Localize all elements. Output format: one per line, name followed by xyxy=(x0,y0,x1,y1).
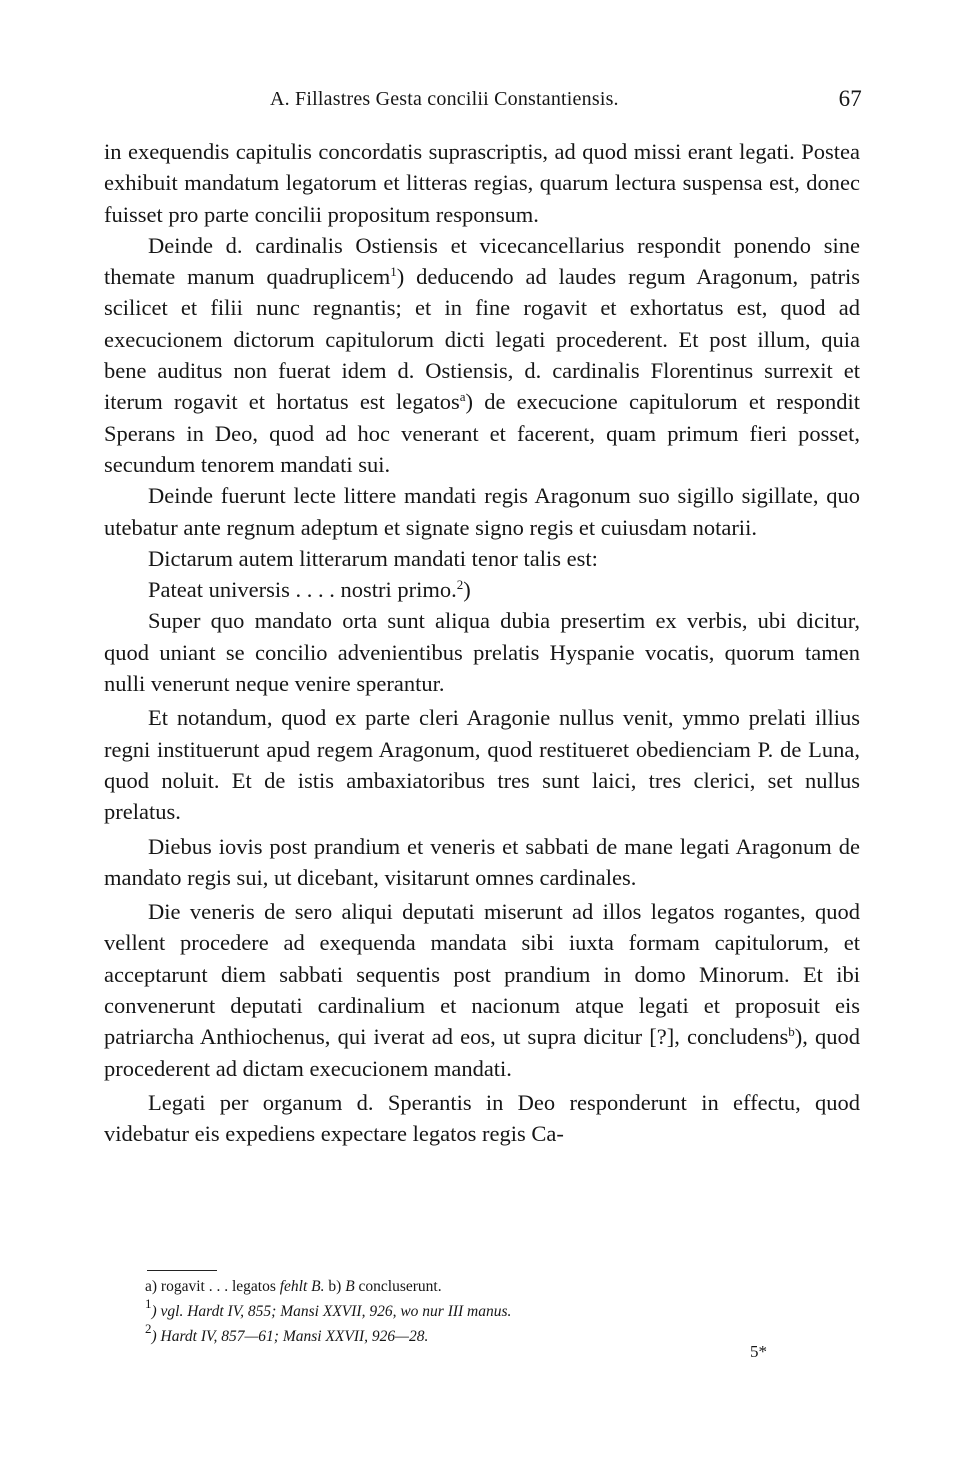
footnote-b-text: b) xyxy=(324,1278,346,1295)
footnote-ref-b: b xyxy=(788,1024,795,1040)
footnote-ref-2: 2 xyxy=(456,577,464,593)
footnote-ref-1: 1 xyxy=(390,264,397,280)
paragraph-2-part-b: ) deducendo ad laudes regum Aragonum, patris scilicet et filii nunc regnantis; et in fine rogavit et exhortatus est, quod ad execucionem dictorum capitulorum dicti legati procederent. Et post illum, quia bene auditus non fuerat idem d. Ostiensis, d. cardinalis Florentinus surrexit et iterum rogavit et hortatus est legatos xyxy=(104,264,860,415)
paragraph-3: Deinde fuerunt lecte littere mandati regis Aragonum suo sigillo sigillate, quo utebatur ante regnum adeptum et signate signo regis et cuiusdam notarii. xyxy=(104,483,860,540)
paragraph-2-part-c: ) de execucione capitulorum et respondit Sperans in Deo, quod ad hoc venerant et facerent, quam primum fieri posset, secundum tenorem mandati sui. xyxy=(104,389,860,477)
footnote-rule xyxy=(147,1270,217,1271)
paragraph-4: Dictarum autem litterarum mandati tenor talis est: xyxy=(148,545,598,571)
paragraph-8: Diebus iovis post prandium et veneris et sabbati de mane legati Aragonum de mandato regis sui, ut dicebant, visitarunt omnes cardinales. xyxy=(104,833,860,890)
footnote-a-text: a) rogavit . . . legatos xyxy=(145,1278,280,1295)
footnote-2-mark: 2 xyxy=(145,1321,152,1336)
running-title: A. Fillastres Gesta concilii Constantiensis. xyxy=(270,88,619,110)
paragraph-5-part-b: ) xyxy=(463,577,471,603)
footnote-a-italic: fehlt B. xyxy=(279,1278,325,1295)
footnote-2 xyxy=(145,1321,845,1349)
paragraph-10: Legati per organum d. Sperantis in Deo responderunt in effectu, quod videbatur eis expediens expectare legatos regis Ca- xyxy=(104,1089,860,1147)
footnotes xyxy=(145,1274,845,1349)
footnote-ref-a: a xyxy=(459,389,466,405)
page-number: 67 xyxy=(838,86,862,111)
paragraph-7: Et notandum, quod ex parte cleri Aragonie nullus venit, ymmo prelati illius regni instituerunt apud regem Aragonum, quod restitueret obedienciam P. de Luna, quod noluit. Et de istis ambaxiatoribus tres sunt laici, tres clerici, set nullus prelatus. xyxy=(104,705,860,825)
signature-mark: 5* xyxy=(750,1342,767,1361)
paragraph-5-part-a: Pateat universis . . . . nostri primo. xyxy=(148,577,457,603)
footnote-b-rest: concluserunt. xyxy=(354,1278,442,1295)
paragraph-6: Super quo mandato orta sunt aliqua dubia presertim ex verbis, ubi dicitur, quod uniant se concilio advenientibus prelatis Hyspanie vocatis, quorum tamen nulli venerunt neque venire sperantur. xyxy=(104,608,860,697)
paragraph-2-part-a: Deinde d. cardinalis Ostiensis et vicecancellarius respondit ponendo sine themate manum quadruplicem xyxy=(104,232,860,290)
paragraph-1: in exequendis capitulis concordatis suprascriptis, ad quod missi erant legati. Postea exhibuit mandatum legatorum et litteras regias, quarum lectura suspensa est, donec fuisset pro parte concilii propositum responsum. xyxy=(104,139,860,227)
running-header xyxy=(270,86,862,116)
paragraph-5 xyxy=(104,574,860,605)
footnote-1-text: ) vgl. Hardt IV, 855; Mansi XXVII, 926, wo nur III manus. xyxy=(151,1303,512,1320)
footnote-1-mark: 1 xyxy=(145,1296,152,1311)
footnote-critical xyxy=(145,1274,845,1299)
main-text xyxy=(104,136,860,1150)
paragraph-9-part-b: ), quod procederent ad dictam execucionem mandati. xyxy=(104,1024,861,1081)
footnote-b-italic: B xyxy=(345,1278,355,1295)
paragraph-9 xyxy=(104,896,860,1084)
footnote-2-text: ) Hardt IV, 857—61; Mansi XXVII, 926—28. xyxy=(151,1328,429,1345)
paragraph-9-part-a: Die veneris de sero aliqui deputati miserunt ad illos legatos rogantes, quod vellent procedere ad exequenda mandata sibi iuxta formam capitulorum, et acceptarunt diem sabbati sequentis post prandium in domo Minorum. Et ibi convenerunt deputati cardinalium et nacionum atque legati et proposuit eis patriarcha Anthiochenus, qui iverat ad eos, ut supra dicitur [?], concludens xyxy=(104,899,860,1050)
footnote-1 xyxy=(145,1296,845,1324)
paragraph-2 xyxy=(104,230,860,480)
